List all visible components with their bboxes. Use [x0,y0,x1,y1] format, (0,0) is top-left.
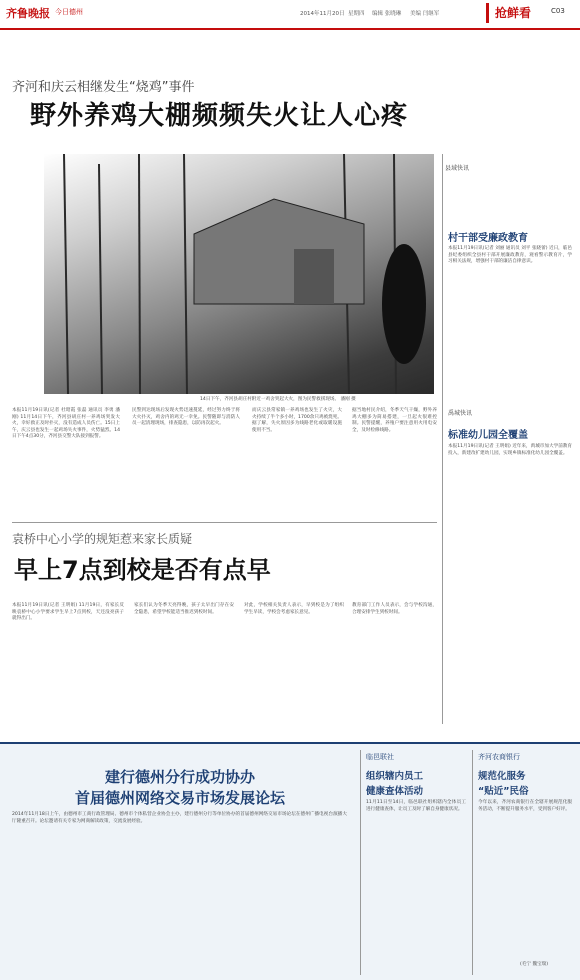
story2-column-3: 对此，学校相关负责人表示，早到校是为了组织学生早读，学校会考虑家长意见。 [244,603,344,615]
story1-column-1: 本报11月19日讯(记者 杜昭霞 张磊 通讯员 李勇 潘刚) 11月14日下午，齐河县胡庄村一养鸡场突发大火，幸好救正及时扑灭，没有造成人员伤亡。15日上午，庆云县也发生一起鸡场失火事件，火势猛烈。14日下午4点30分，齐河县交警大队接到报警。 [12,408,120,440]
bottom-main-title-line1: 建行德州分行成功协办 [104,768,255,786]
photo-illustration [44,154,434,394]
story2-column-1: 本报11月19日讯(记者 王明娟) 11月19日，有家长反映袁桥中心小学要求学生早上7点到校，天还没亮孩子就得出门。 [12,603,124,622]
story1-column-2: 民警到达现场后发现火势迅速蔓延，经过努力终于将大火扑灭，鸡舍内的鸡无一幸免。民警随即与消防人员一起清理现场，排查隐患，以防再次起火。 [132,408,240,427]
sidebar-news2-text: 本报11月19日讯(记者 王明娟) 近年来，禹城市加大学前教育投入，新建改扩建幼儿园，实现乡镇标准化幼儿园全覆盖。 [448,444,572,456]
bottom-main-title-line2: 首届德州网络交易市场发展论坛 [74,789,285,807]
sidebar-tag: 县域快讯 [445,165,470,172]
bottom-mid-title-line2: 健康查体活动 [366,786,424,797]
bottom-right-text: 今年以来，齐河农商银行在全辖开展规范化服务活动，不断提升服务水平，受到客户好评。 [478,800,572,812]
bottom-right-kicker: 齐河农商银行 [478,753,520,761]
bottom-divider-2 [472,750,473,975]
fire-rescue-photo [44,154,434,394]
page-number: C03 [551,7,565,15]
story1-title: 野外养鸡大棚频频失火让人心疼 [30,101,409,131]
story2-title: 早上7点到校是否有点早 [14,556,271,584]
story1-column-3: 而庆云县常家镇一养鸡场也发生了火灾，大火持续了半个多小时，1700余只鸡被烧死。据了解，失火原因多为线路老化或取暖设施使用不当。 [252,408,342,433]
bottom-mid-text: 11月11日至14日，临邑联社组织辖内全体员工进行健康查体，让员工及时了解自身健康状况。 [366,800,466,812]
bottom-mid-title-line1: 组织辖内员工 [366,771,424,782]
issue-weekday: 星期四 [348,11,365,17]
sidebar-news2-title: 标准幼儿园全覆盖 [448,430,528,441]
photo-caption: 14日下午，齐河县胡庄村附近一鸡舍突起大火，图为民警救援现场。 潘刚 摄 [200,397,356,402]
column-badge: 抢鲜看 [486,3,546,23]
bottom-divider-1 [360,750,361,975]
header-rule [0,28,580,30]
bottom-right-byline: (毛宁 魏宝瑞) [520,962,549,967]
sidebar-divider [442,154,443,724]
story1-column-4: 据当地村民介绍，冬季天气干燥，野外养鸡大棚多为简易搭建，一旦起火很难控制。民警提醒，养殖户要注意用火用电安全，及时检修线路。 [352,408,437,433]
story1-kicker: 齐河和庆云相继发生“烧鸡”事件 [12,80,195,95]
sidebar-news2-kicker: 禹城快讯 [448,410,473,417]
sidebar-news1-title: 村干部受廉政教育 [448,233,528,244]
sidebar-news1-text: 本报11月19日讯(记者 刘丽 通讯员 刘平 张晓蕾) 近日，临邑县纪委组织全县村干部开展廉政教育，观看警示教育片，学习相关法规，增强村干部的廉洁自律意识。 [448,246,572,265]
bottom-right-title-line2: “贴近”民俗 [478,786,529,797]
editor-credit: 编辑 张晓琳 [372,11,402,17]
story2-kicker: 袁桥中心小学的规矩惹来家长质疑 [12,532,193,546]
masthead-logo: 齐鲁晚报 [6,7,50,20]
issue-date: 2014年11月20日 [300,11,345,17]
bottom-mid-kicker: 临邑联社 [366,753,394,761]
bottom-right-title-line1: 规范化服务 [478,771,526,782]
story2-column-4: 教育部门工作人员表示，会与学校沟通，合理安排学生到校时间。 [352,603,437,615]
designer-credit: 美编 闫继军 [410,11,440,17]
section-name: 今日德州 [55,8,83,16]
page-header [0,0,580,30]
story2-column-2: 家长们认为冬季天亮得晚，孩子太早出门存在安全隐患，希望学校能适当推迟到校时间。 [134,603,234,615]
story-divider [12,522,437,523]
bottom-main-text: 2014年11月18日上午，由德州市工商行政管理局、德州市个体私营企业协会主办，建行德州分行等单位协办的首届德州网络交易市场论坛在德州广播电视台演播大厅隆重召开。论坛邀请有关专家为网商解读政策，交流发展经验。 [12,812,347,824]
bottom-rule [0,742,580,744]
